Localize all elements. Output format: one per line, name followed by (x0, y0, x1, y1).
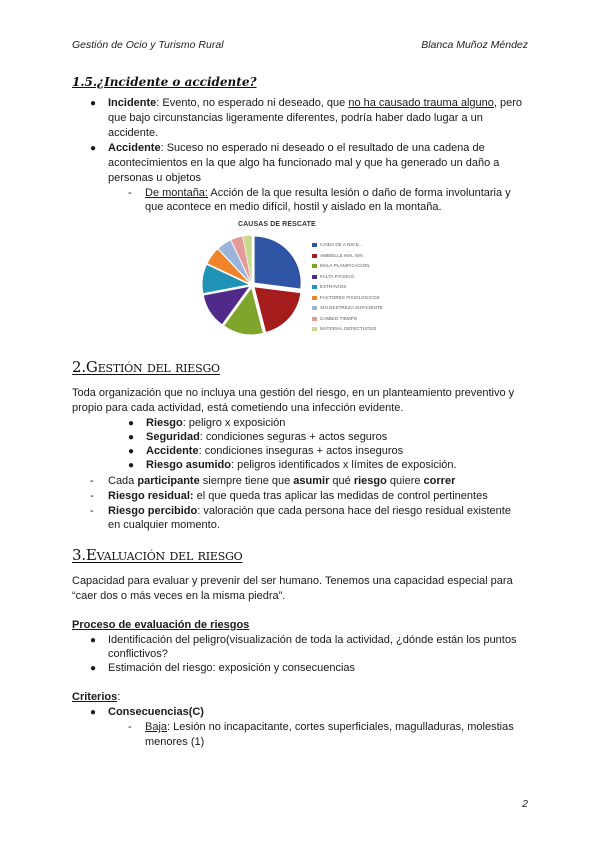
page-header (72, 38, 528, 52)
riesgo-percibido-line-1: Riesgo percibido: valoración que cada persona hace del riesgo residual existente (108, 505, 511, 517)
incidente-line-2: que bajo circunstancias ligeramente diferentes, podría haber dado lugar a un (108, 112, 483, 124)
legend-label: SIN DESTREZA SUFICIENTE (320, 305, 383, 310)
page-number: 2 (522, 798, 528, 810)
montana-line-2: que acontece en medio difícil, hostil y aislado en la montaña. (145, 201, 442, 213)
incidente-line-1: Incidente: Evento, no esperado ni deseado, que no ha causado trauma alguno, pero (108, 97, 523, 109)
section-3-title: 3.Evaluación del riesgo (72, 546, 243, 564)
underlined-phrase: no ha causado trauma alguno (348, 97, 494, 109)
accidente-line-3: personas u objetos (108, 172, 201, 184)
proceso-title: Proceso de evaluación de riesgos (72, 619, 250, 631)
term-incidente: Incidente (108, 97, 157, 109)
legend-label: MATERIAL DEFECTUOSO (320, 326, 377, 331)
incidente-line-3: accidente. (108, 127, 159, 139)
dash-marker: - (128, 721, 132, 733)
legend-swatch (312, 285, 317, 289)
accidente-line-2: acontecimientos en la que algo ha funcionado mal y que ha generado un daño a (108, 157, 500, 169)
baja-line-2: menores (1) (145, 736, 205, 748)
section-2-paragraph-line-2: propio para cada actividad, está cometiendo una infección evidente. (72, 402, 404, 414)
legend-swatch (312, 327, 317, 331)
legend-swatch (312, 306, 317, 310)
riesgo-residual-line: Riesgo residual: el que queda tras aplicar las medidas de control pertinentes (108, 490, 488, 502)
chart-title: CAUSAS DE RESCATE (238, 221, 316, 228)
participante-line: Cada participante siempre tiene que asumir qué riesgo quiere correr (108, 475, 456, 487)
bullet: ● (128, 446, 135, 457)
risk-item: Accidente: condiciones inseguras + actos inseguros (146, 445, 404, 457)
bullet: ● (128, 432, 135, 443)
bullet: ● (90, 143, 97, 154)
header-author: Blanca Muñoz Méndez (421, 39, 528, 51)
section-3-paragraph-line-1: Capacidad para evaluar y prevenir del ser humano. Tenemos una capacidad especial para (72, 575, 513, 587)
pie-slice (255, 237, 301, 289)
legend-swatch (312, 275, 317, 279)
risk-item: Seguridad: condiciones seguras + actos seguros (146, 431, 388, 443)
bullet: ● (90, 663, 97, 674)
header-course-title: Gestión de Ocio y Turismo Rural (72, 39, 224, 51)
pie-svg (200, 215, 310, 335)
bullet: ● (90, 635, 97, 646)
legend-label: CAMBIO TIEMPO (320, 315, 358, 321)
legend-label: FACTORES FISIOLOGICOS (320, 294, 380, 300)
montana-label: De montaña: (145, 187, 208, 199)
section-2-title: 2.Gestión del riesgo (72, 358, 220, 376)
bullet: ● (90, 98, 97, 109)
dash-marker: - (90, 490, 94, 502)
rescue-causes-pie-chart (200, 215, 390, 335)
risk-item: Riesgo asumido: peligros identificados x límites de exposición. (146, 459, 457, 471)
consecuencias-label: Consecuencias(C) (108, 706, 204, 718)
accidente-line-1: Accidente: Suceso no esperado ni deseado o el resultado de una cadena de (108, 142, 485, 154)
legend-label: AMBIELLE MAL SIN (320, 252, 363, 258)
pie-slice (255, 287, 301, 332)
risk-item: Riesgo: peligro x exposición (146, 417, 286, 429)
bullet: ● (90, 707, 97, 718)
criterios-title: Criterios: (72, 691, 121, 703)
legend-label: MALA PLANIFICACION (320, 263, 370, 268)
legend-label: CAIDA DE A NIV.E... (320, 242, 364, 247)
legend-swatch (312, 296, 317, 300)
legend-swatch (312, 243, 317, 247)
baja-line-1: Baja: Lesión no incapacitante, cortes superficiales, magulladuras, molestias (145, 721, 514, 733)
montana-line-1: De montaña: Acción de la que resulta lesión o daño de forma involuntaria y (145, 187, 511, 199)
proceso-item-1-line-1: Identificación del peligro(visualización de toda la actividad, ¿dónde están los puntos (108, 634, 517, 646)
term-accidente: Accidente (108, 142, 161, 154)
section-3-paragraph-line-2: “caer dos o más veces en la misma piedra”. (72, 590, 286, 602)
dash-marker: - (128, 187, 132, 199)
bullet: ● (128, 418, 135, 429)
dash-marker: - (90, 505, 94, 517)
section-2-paragraph-line-1: Toda organización que no incluya una gestión del riesgo, en un planteamiento preventivo y (72, 387, 515, 399)
legend-swatch (312, 317, 317, 321)
legend-swatch (312, 254, 317, 258)
legend-swatch (312, 264, 317, 268)
legend-label: FALTA P.FISICO (320, 273, 355, 279)
proceso-item-1-line-2: conflictivos? (108, 648, 168, 660)
section-1-5-title: 1.5.¿Incidente o accidente? (72, 75, 257, 89)
dash-marker: - (90, 475, 94, 487)
bullet: ● (128, 460, 135, 471)
riesgo-percibido-line-2: en cualquier momento. (108, 519, 220, 531)
proceso-item-2: Estimación del riesgo: exposición y consecuencias (108, 662, 356, 674)
legend-label: EXTRAVIOS (320, 284, 347, 289)
